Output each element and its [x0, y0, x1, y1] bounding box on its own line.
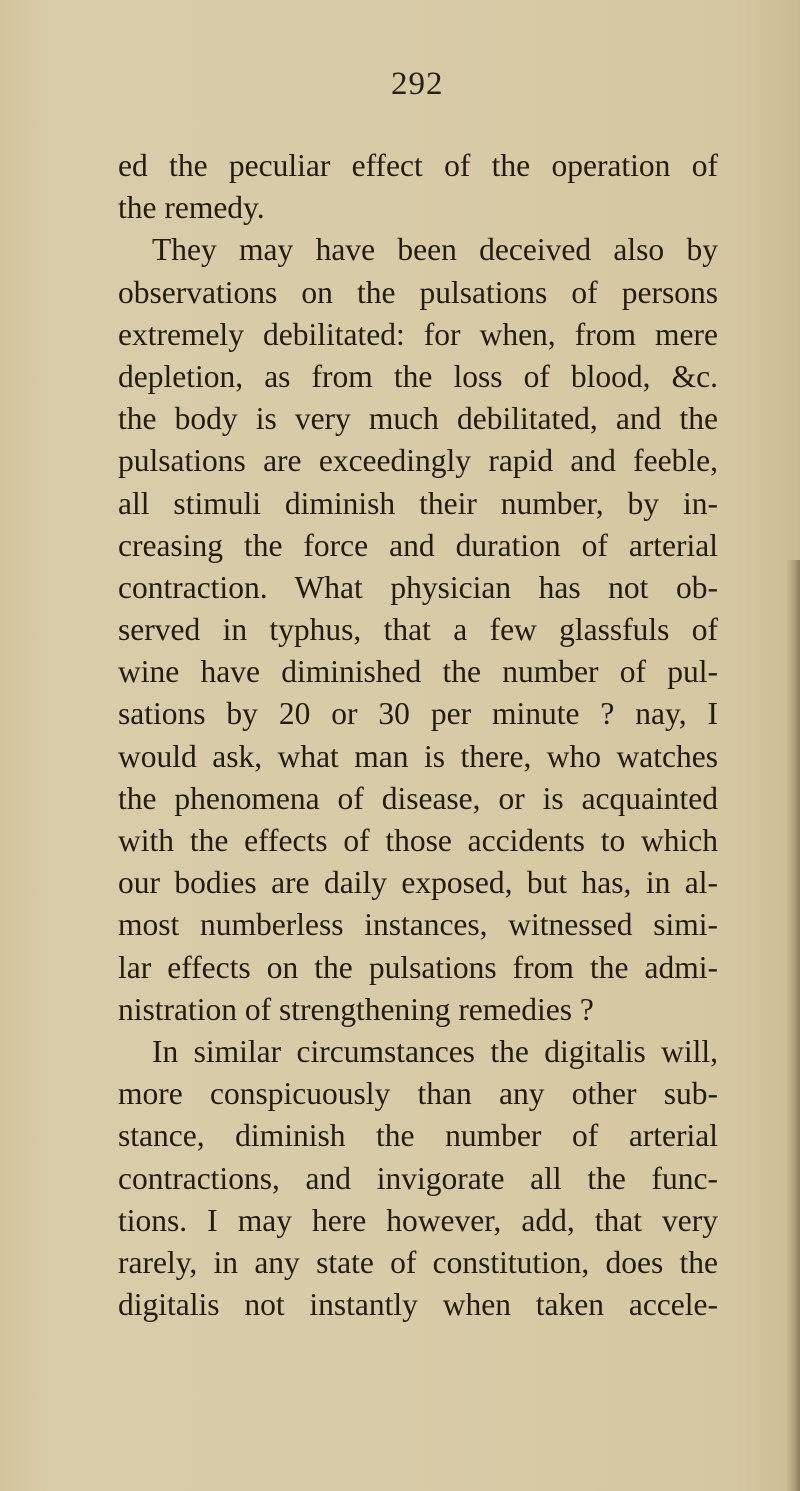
text-line: our bodies are daily exposed, but has, in al-	[118, 865, 718, 901]
text-line: the remedy.	[118, 190, 265, 226]
text-line: digitalis not instantly when taken accele-	[118, 1287, 718, 1323]
text-line: contraction. What physician has not ob-	[118, 569, 718, 605]
text-line: lar effects on the pulsations from the admi-	[118, 949, 718, 985]
text-line: most numberless instances, witnessed simi-	[118, 907, 718, 943]
text-line: depletion, as from the loss of blood, &c.	[118, 358, 718, 394]
page-number: 292	[391, 66, 444, 102]
text-line: wine have diminished the number of pul-	[118, 654, 718, 690]
text-line: would ask, what man is there, who watches	[118, 738, 718, 774]
text-line: In similar circumstances the digitalis will,	[152, 1033, 718, 1069]
text-line: contractions, and invigorate all the func-	[118, 1160, 718, 1196]
text-line: with the effects of those accidents to which	[118, 823, 718, 858]
page-edge-shadow	[786, 560, 800, 1491]
body-text	[118, 145, 718, 1326]
text-line: ed the peculiar effect of the operation of	[118, 148, 718, 183]
text-line: nistration of strengthening remedies ?	[118, 991, 594, 1027]
text-line: served in typhus, that a few glassfuls of	[118, 612, 718, 648]
text-line: rarely, in any state of constitution, does the	[118, 1244, 718, 1280]
text-line: the body is very much debilitated, and the	[118, 401, 718, 437]
text-line: tions. I may here however, add, that very	[118, 1202, 718, 1238]
text-line: the phenomena of disease, or is acquainted	[118, 780, 718, 816]
text-line: sations by 20 or 30 per minute ? nay, I	[118, 696, 718, 732]
text-line: stance, diminish the number of arterial	[118, 1118, 718, 1154]
text-line: all stimuli diminish their number, by in-	[118, 485, 718, 521]
text-line: observations on the pulsations of persons	[118, 274, 718, 310]
text-line: They may have been deceived also by	[152, 232, 718, 268]
text-line: extremely debilitated: for when, from mere	[118, 316, 718, 352]
text-line: creasing the force and duration of arterial	[118, 527, 718, 563]
text-line: pulsations are exceedingly rapid and feeble,	[118, 443, 718, 479]
text-line: more conspicuously than any other sub-	[118, 1076, 718, 1112]
